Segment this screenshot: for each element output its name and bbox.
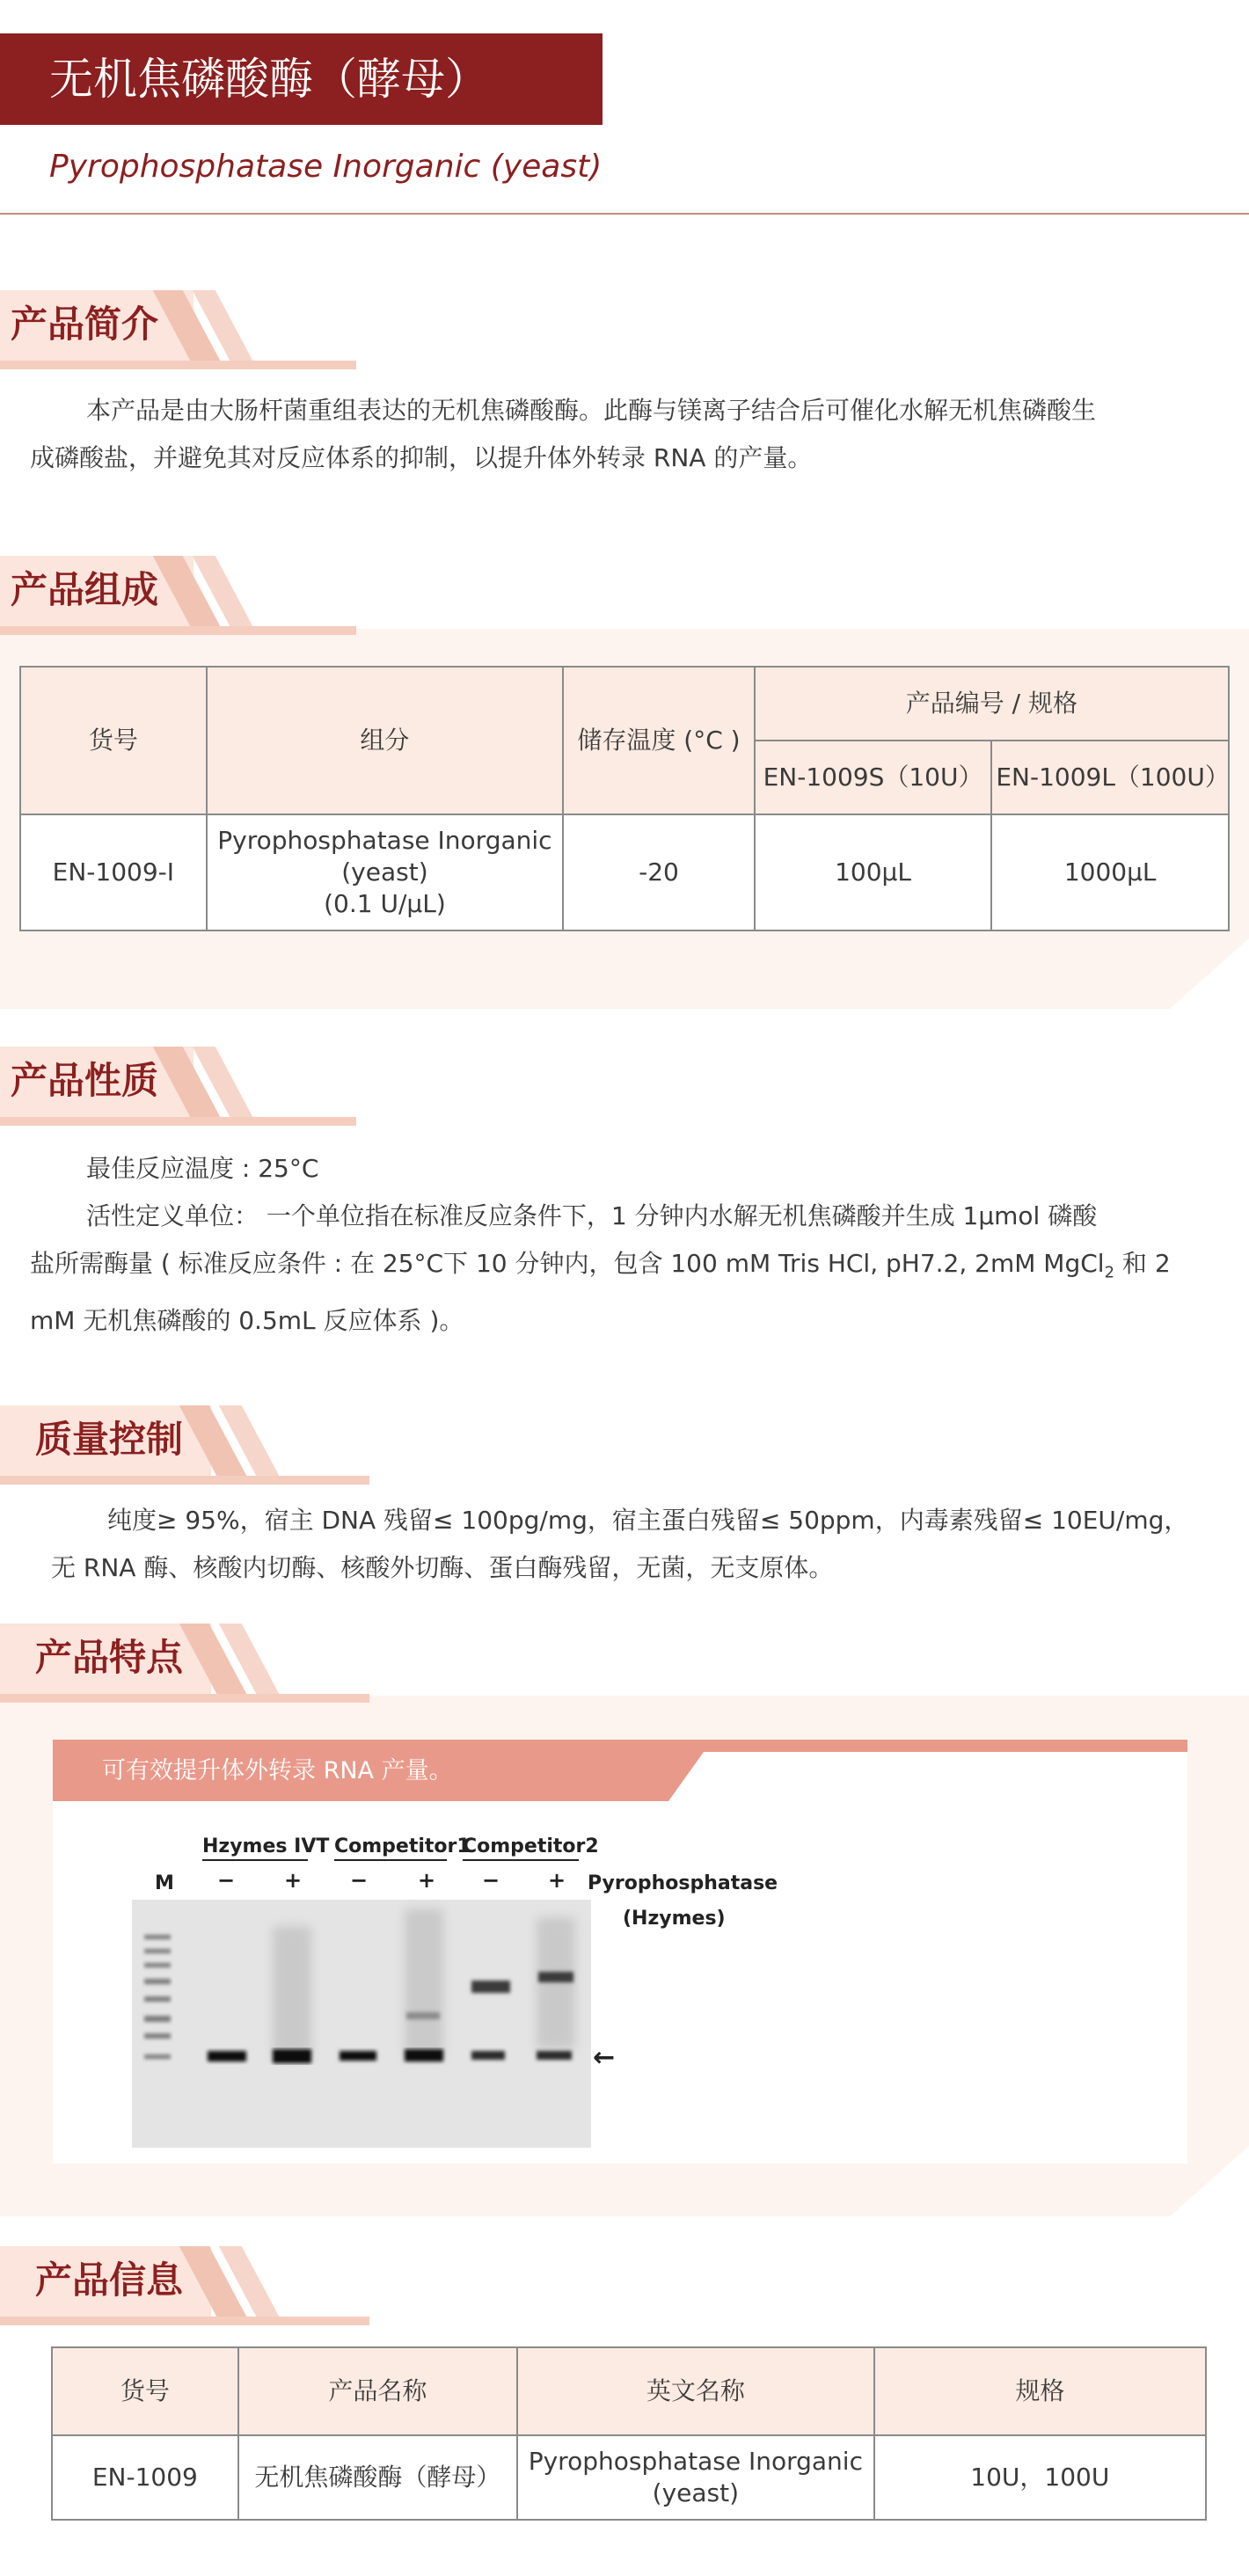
intro-text: [30, 387, 1226, 482]
gel-group-competitor1: Competitor1: [334, 1835, 471, 1857]
lane-plus: +: [547, 1868, 566, 1893]
figure-banner: [53, 1740, 1187, 1801]
header-cat-no: 货号: [20, 667, 207, 814]
section-heading-qc: [0, 1405, 369, 1486]
component-source: (yeast): [341, 857, 428, 887]
page-title: 无机焦磷酸酶（酵母）: [49, 54, 489, 105]
product-info-table: [51, 2346, 1207, 2521]
cell-volume-100u: 1000µL: [991, 814, 1229, 930]
intro-line: 本产品是由大肠杆菌重组表达的无机焦磷酸酶。此酶与镁离子结合后可催化水解无机焦磷酸生: [86, 396, 1097, 425]
group-underline: [463, 1859, 579, 1861]
reaction-conditions: 盐所需酶量 ( 标准反应条件 : 在 25°C下 10 分钟内，包含 100 mM Tris HCl, pH7.2, 2mM MgCl$_2$ 和 2: [30, 1249, 1171, 1282]
section-heading-composition: [0, 556, 369, 637]
figure-caption: 可有效提升体外转录 RNA 产量。: [102, 1757, 453, 1784]
gel-reagent-source: (Hzymes): [623, 1908, 726, 1930]
qc-line: 纯度≥ 95%，宿主 DNA 残留≤ 100pg/mg，宿主蛋白残留≤ 50ppm，内毒素残留≤ 10EU/mg，: [107, 1506, 1189, 1535]
panel-corner: [1170, 938, 1249, 1009]
reaction-conditions-cont: mM 无机焦磷酸的 0.5mL 反应体系 )。: [30, 1305, 464, 1335]
section-title: 产品简介: [11, 303, 159, 346]
header-storage-temp: 储存温度 (°C ): [563, 667, 755, 814]
section-heading-info: [0, 2246, 369, 2327]
cell-product-name: 无机焦磷酸酶（酵母）: [238, 2435, 517, 2520]
header-english-name: 英文名称: [517, 2347, 874, 2435]
gel-image: [132, 1900, 591, 2148]
group-underline: [334, 1859, 447, 1861]
cell-component: [207, 814, 564, 930]
lane-plus: +: [283, 1868, 303, 1893]
section-title: 质量控制: [35, 1418, 184, 1461]
component-concentration: (0.1 U/µL): [324, 889, 446, 918]
header-spec: 产品编号 / 规格: [755, 667, 1229, 741]
english-name-line: Pyrophosphatase Inorganic: [528, 2447, 863, 2476]
section-title: 产品组成: [11, 568, 159, 611]
cell-cat-no: EN-1009-I: [20, 814, 207, 930]
component-name: Pyrophosphatase Inorganic: [217, 826, 552, 855]
gel-reagent-label: Pyrophosphatase: [588, 1872, 778, 1894]
section-heading-features: [0, 1624, 369, 1704]
header-spec: 规格: [874, 2347, 1206, 2435]
section-heading-properties: [0, 1047, 369, 1127]
header-product-name: 产品名称: [238, 2347, 517, 2435]
header-cat-no: 货号: [52, 2347, 238, 2435]
arrow-icon: ←: [593, 2042, 616, 2073]
optimal-temp: 最佳反应温度 : 25°C: [86, 1154, 319, 1183]
lane-plus: +: [417, 1868, 436, 1893]
page-subtitle: Pyrophosphatase Inorganic (yeast): [49, 149, 603, 185]
header-spec-100u: EN-1009L（100U）: [991, 741, 1229, 814]
gel-marker-label: M: [155, 1872, 174, 1894]
unit-definition: 活性定义单位： 一个单位指在标准反应条件下，1 分钟内水解无机焦磷酸并生成 1µmol 磷酸: [86, 1201, 1098, 1230]
cell-storage-temp: -20: [563, 814, 755, 930]
properties-text: [30, 1145, 1235, 1345]
group-underline: [202, 1859, 308, 1861]
header-spec-10u: EN-1009S（10U）: [755, 741, 992, 814]
cell-volume-10u: 100µL: [755, 814, 992, 930]
lane-minus: −: [481, 1868, 500, 1893]
qc-line: 无 RNA 酶、核酸内切酶、核酸外切酶、蛋白酶残留，无菌，无支原体。: [51, 1553, 834, 1582]
lane-minus: −: [349, 1868, 369, 1893]
english-name-line: (yeast): [652, 2478, 740, 2507]
cell-english-name: [517, 2435, 874, 2520]
gel-group-hzymes: Hzymes IVT: [202, 1835, 330, 1857]
header-divider: [0, 213, 1249, 215]
header-component: 组分: [207, 667, 564, 814]
qc-text: [51, 1497, 1238, 1592]
lane-minus: −: [216, 1868, 236, 1893]
intro-line: 成磷酸盐，并避免其对反应体系的抑制，以提升体外转录 RNA 的产量。: [30, 443, 813, 472]
section-title: 产品特点: [35, 1636, 184, 1679]
cell-spec: 10U，100U: [874, 2435, 1206, 2520]
cell-cat-no: EN-1009: [52, 2435, 238, 2520]
section-heading-intro: [0, 290, 369, 371]
section-title: 产品信息: [35, 2259, 184, 2302]
gel-group-competitor2: Competitor2: [463, 1835, 599, 1857]
section-title: 产品性质: [11, 1059, 159, 1102]
composition-table: [19, 666, 1230, 931]
